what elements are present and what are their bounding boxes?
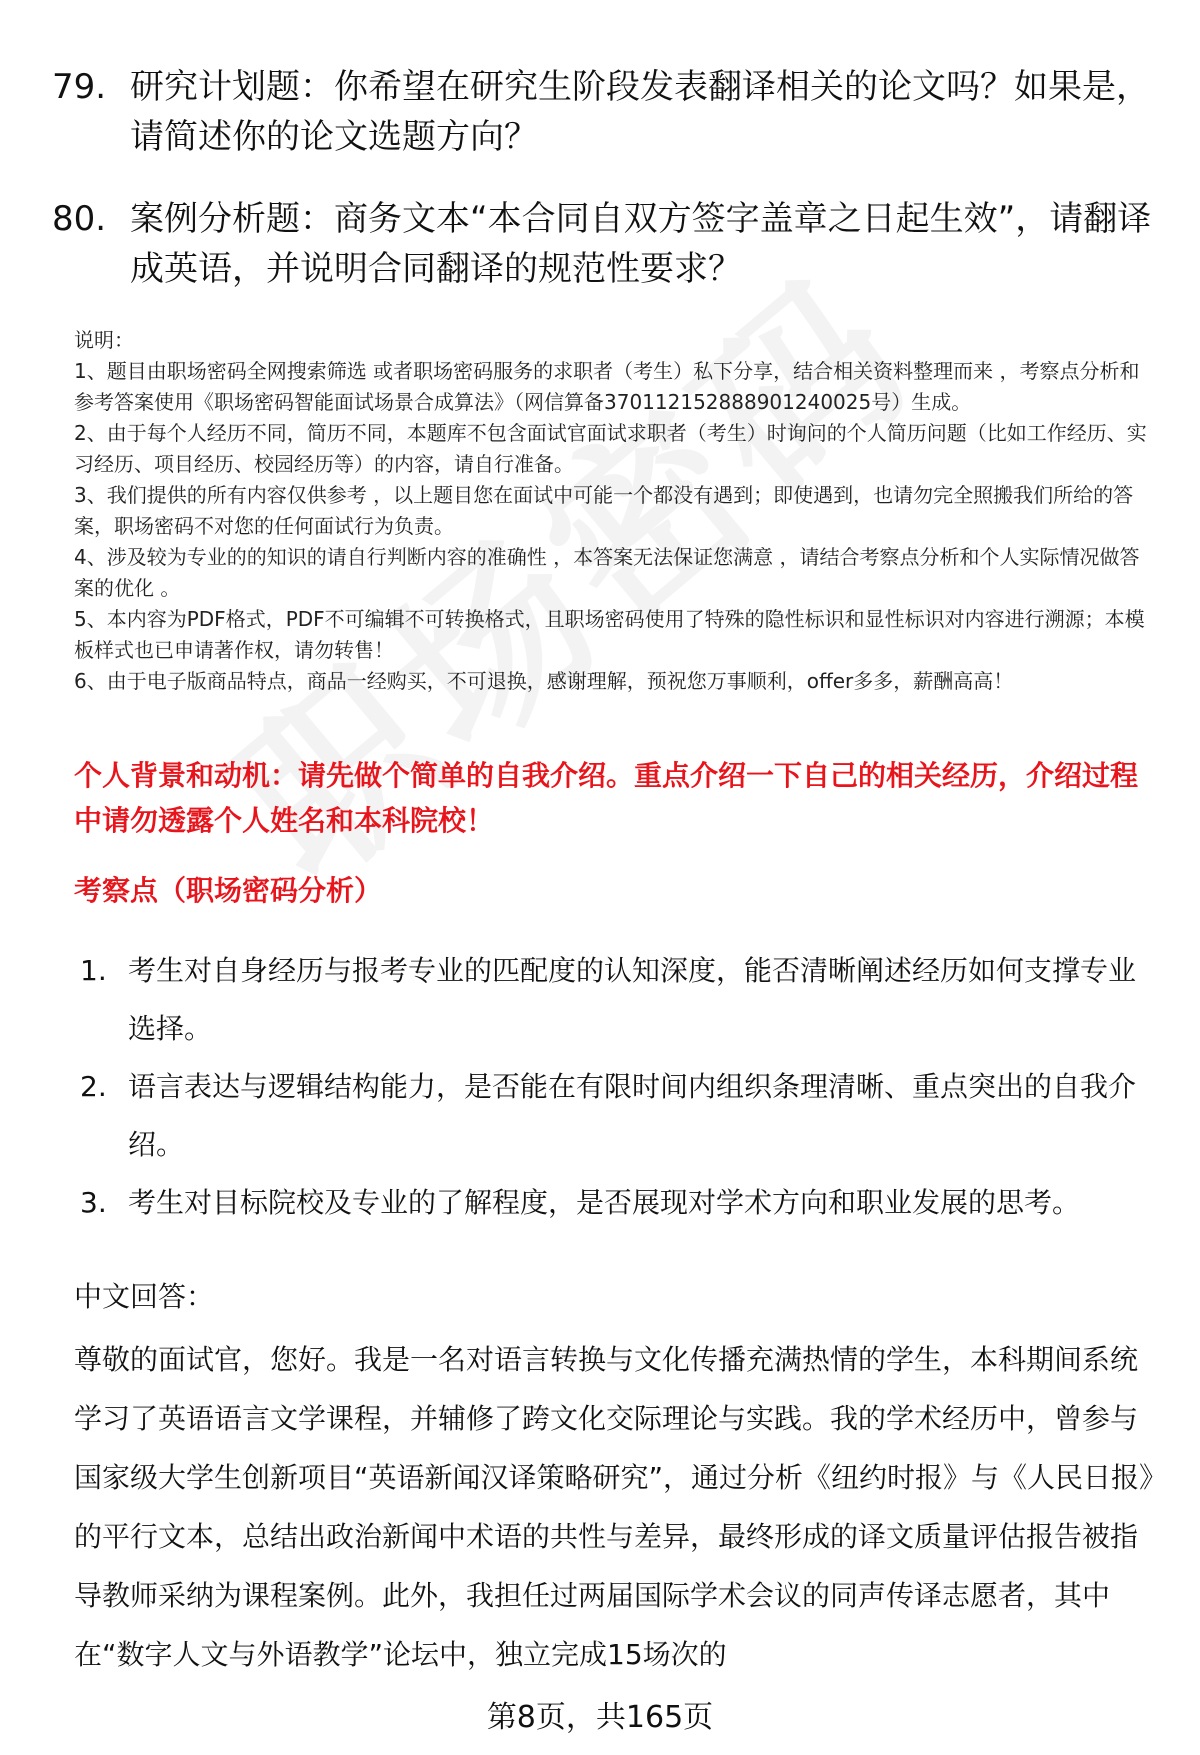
point-text: 考生对目标院校及专业的了解程度，是否展现对学术方向和职业发展的思考。 [128,1186,1081,1219]
question-79 [52,62,1152,162]
list-item [80,1174,1160,1232]
page-footer: 第8页，共165页 [486,1700,714,1735]
question-text: 研究计划题：你希望在研究生阶段发表翻译相关的论文吗？如果是，请简述你的论文选题方向？ [130,67,1150,157]
analysis-heading: 考察点（职场密码分析） [74,874,383,907]
point-number: 1. [80,954,107,987]
note-item: 6、由于电子版商品特点，商品一经购买，不可退换，感谢理解，预祝您万事顺利，offer多多，薪酬高高！ [74,669,1014,693]
note-item: 5、本内容为PDF格式，PDF不可编辑不可转换格式，且职场密码使用了特殊的隐性标识和显性标识对内容进行溯源；本模板样式也已申请著作权，请勿转售！ [74,607,1145,662]
point-text: 语言表达与逻辑结构能力，是否能在有限时间内组织条理清晰、重点突出的自我介绍。 [128,1070,1137,1161]
point-number: 2. [80,1070,107,1103]
note-item: 1、题目由职场密码全网搜索筛选 或者职场密码服务的求职者（考生）私下分享，结合相关资料整理而来 ，考察点分析和参考答案使用《职场密码智能面试场景合成算法》（网信算备370112152888901240025号）生成。 [74,359,1140,414]
answer-label: 中文回答： [74,1280,215,1313]
question-80 [52,194,1152,294]
question-text: 案例分析题：商务文本“本合同自双方签字盖章之日起生效”，请翻译成英语，并说明合同翻译的规范性要求？ [130,199,1152,289]
question-number: 79. [52,67,107,107]
answer-text: 尊敬的面试官，您好。我是一名对语言转换与文化传播充满热情的学生，本科期间系统学习了英语语言文学课程，并辅修了跨文化交际理论与实践。我的学术经历中，曾参与国家级大学生创新项目“英语新闻汉译策略研究”，通过分析《纽约时报》与《人民日报》的平行文本，总结出政治新闻中术语的共性与差异，最终形成的译文质量评估报告被指导教师采纳为课程案例。此外，我担任过两届国际学术会议的同声传译志愿者，其中在“数字人文与外语教学”论坛中，独立完成15场次的 [74,1343,1154,1671]
list-item [80,1058,1160,1174]
point-number: 3. [80,1186,107,1219]
point-text: 考生对自身经历与报考专业的匹配度的认知深度，能否清晰阐述经历如何支撑专业选择。 [128,954,1137,1045]
note-item: 4、涉及较为专业的的知识的请自行判断内容的准确性 ，本答案无法保证您满意 ，请结合考察点分析和个人实际情况做答案的优化 。 [74,545,1140,600]
note-item: 2、由于每个人经历不同，简历不同，本题库不包含面试官面试求职者（考生）时询问的个人简历问题（比如工作经历、实习经历、项目经历、校园经历等）的内容，请自行准备。 [74,421,1147,476]
notes-title: 说明： [74,328,134,352]
disclaimer-notes [74,325,1154,697]
list-item [80,942,1160,1058]
section-question: 个人背景和动机：请先做个简单的自我介绍。重点介绍一下自己的相关经历，介绍过程中请勿透露个人姓名和本科院校！ [74,759,1139,837]
note-item: 3、我们提供的所有内容仅供参考 ，以上题目您在面试中可能一个都没有遇到；即使遇到，也请勿完全照搬我们所给的答案，职场密码不对您的任何面试行为负责。 [74,483,1134,538]
question-number: 80. [52,199,107,239]
analysis-points [80,942,1160,1232]
